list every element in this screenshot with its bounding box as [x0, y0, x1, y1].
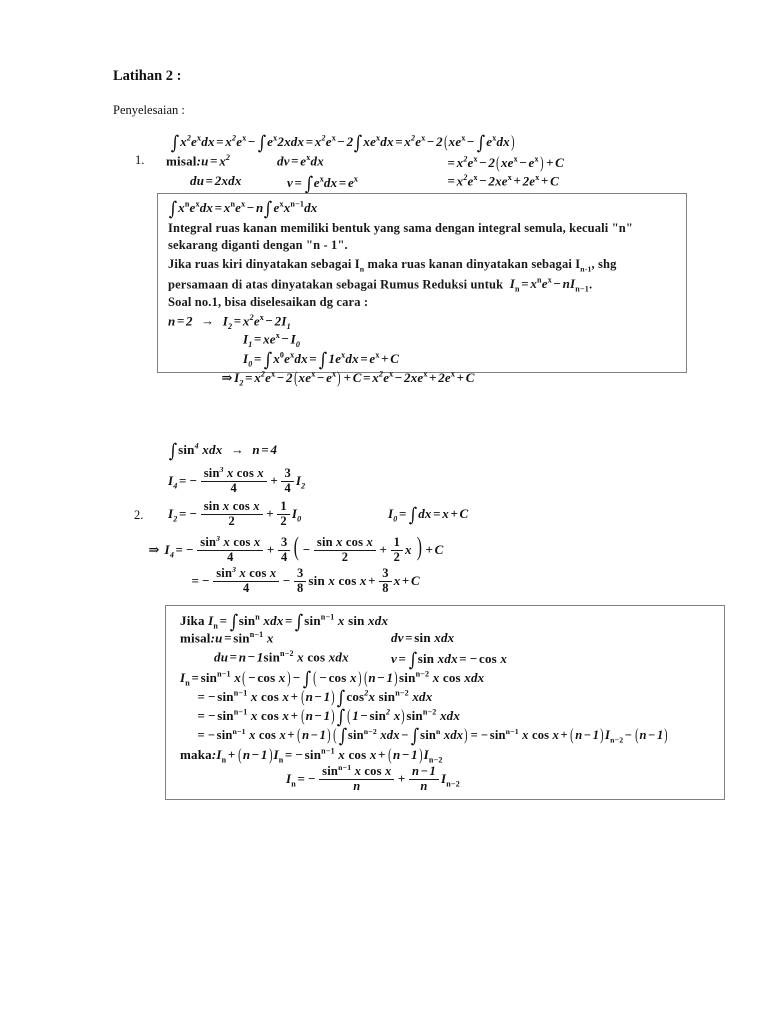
- box1-paragraph-1b: sekarang diganti dengan "n - 1".: [168, 238, 348, 252]
- box2-v-substitution: v = ∫sin xdx = − cos x: [391, 649, 508, 671]
- problem-2-line-2: $I_4$ = − $\frac{\sin^3 x \cos x}{4}$ + $\frac{3}{4}$ $I_2$: [168, 465, 306, 495]
- problem-1-dv-substitution: dv = $e^xdx$: [277, 153, 324, 169]
- box2-line-3: $I_n = \sin^{n-1} x( - \cos x)$ − ∫ ( − cos x) $(n - 1)\sin^{n-2}$ x cos xdx: [180, 668, 485, 690]
- box1-paragraph-2b: persamaan di atas dinyatakan sebagai Rumus Reduksi untuk $I_n = x^ne^x - nI_{n-1}$.: [168, 276, 593, 294]
- box2-line-4: = − $\sin^{n-1} x$ cos x + (n − 1) $\int\cos^2x$ $\sin^{n-2}$ xdx: [197, 687, 433, 709]
- problem-2-line-4: ⇒ $I_4$ = − $\frac{\sin^3 x \cos x}{4}$ + $\frac{3}{4}$ ( − $\frac{\text{sin x cos x}}{2}$ + $\frac{1}{2}$ x ) + C: [148, 532, 444, 564]
- subtitle: Penyelesaian :: [113, 103, 185, 117]
- problem-1-u-substitution: misal:u = $x^2$: [166, 153, 231, 169]
- box1-formula: $\int x^ne^xdx = x^ne^x - n\int e^xx^{n-1}dx$: [168, 198, 318, 220]
- box2-dv-substitution: dv = sin xdx: [391, 630, 455, 645]
- reduction-formula-box-2: [165, 605, 725, 800]
- box2-line-5: = − $\sin^{n-1} x$ cos x + (n − 1) ∫ $(1 - \sin^2 x)\sin^{n-2}$ xdx: [197, 706, 461, 728]
- problem-2-line-5: = − $\frac{\sin^3 x \cos x}{4}$ − $\frac{3}{8}$ sin x cos x + $\frac{3}{8}$ x + C: [191, 565, 420, 595]
- page-title: Latihan 2 :: [113, 68, 182, 84]
- box1-step-2: $I_1 = xe^x - I_0$: [243, 331, 301, 349]
- problem-1-v-substitution: $v = \int e^xdx = e^x$: [287, 173, 359, 195]
- problem-1-result-line-2: = $x^2e^x - 2(xe^x - e^x) + C$: [447, 153, 565, 172]
- problem-1-number: 1.: [135, 153, 145, 167]
- problem-2-line-1: $\int\sin^4$ xdx → n = 4: [168, 440, 278, 462]
- problem-1-main-line: $\int x^2e^xdx = x^2e^x - \int e^x2xdx = x^2e^x - 2\int xe^xdx = x^2e^x - 2(xe^x - \int e^xdx)$: [170, 132, 515, 154]
- box2-line-1: Jika $I_n = \int\sin^n$ xdx = $\int\sin^{n-1}$ x sin xdx: [180, 611, 389, 633]
- box2-u-substitution: misal:u = $\sin^{n-1} x$: [180, 630, 274, 646]
- box2-du-substitution: du = $n - 1\sin^{n-2}$ x cos xdx: [214, 649, 349, 665]
- problem-2-number: 2.: [134, 508, 144, 522]
- box1-step-4: ⇒ $I_2 = x^2e^x - 2(xe^x - e^x) + C = x^2e^x - 2xe^x + 2e^x + C$: [221, 368, 475, 388]
- problem-1-result-line-3: = $x^2e^x - 2xe^x + 2e^x + C$: [447, 173, 559, 189]
- box2-line-6: = − $\sin^{n-1} x$ cos x + (n − 1) ( $\int\sin^{n-2}$ xdx − $\int\sin^n$ xdx) = − $\sin^{n-1} x$ $\cos x + (n - 1)I_{n-2} - (n - 1)$: [197, 725, 669, 747]
- box1-step-3: $I_0 = \int x^0e^xdx = \int 1e^xdx = e^x + C$: [243, 349, 400, 371]
- box1-paragraph-3: Soal no.1, bisa diselesaikan dg cara :: [168, 295, 369, 309]
- problem-2-line-3: $I_2$ = − $\frac{\text{sin x cos x}}{2}$ + $\frac{1}{2}$ $I_0$: [168, 499, 302, 528]
- box1-step-1: $n = 2 \to I_2 = x^2e^x - 2I_1$: [168, 313, 291, 331]
- box1-paragraph-2a: Jika ruas kiri dinyatakan sebagai $I_n$ maka ruas kanan dinyatakan sebagai $I_{n-1}$, shg: [168, 257, 617, 274]
- problem-1-du-substitution: du = 2xdx: [190, 173, 242, 188]
- box1-paragraph-1a: Integral ruas kanan memiliki bentuk yang sama dengan integral semula, kecuali "n": [168, 221, 633, 235]
- reduction-formula-box-1: [157, 193, 687, 388]
- problem-2-line-3-right: $I_0 = \int dx = x + C$: [388, 504, 469, 526]
- box2-line-7: $maka:I_n + (n - 1)I_n$ = − $\sin^{n-1} x$ $\cos x + (n - 1)I_{n-2}$: [180, 745, 443, 765]
- box2-line-8: $I_n$ = − $\frac{\sin^{n-1} x \cos x}{n}$ + $\frac{n - 1}{n}$ $I_{n-2}$: [286, 763, 460, 793]
